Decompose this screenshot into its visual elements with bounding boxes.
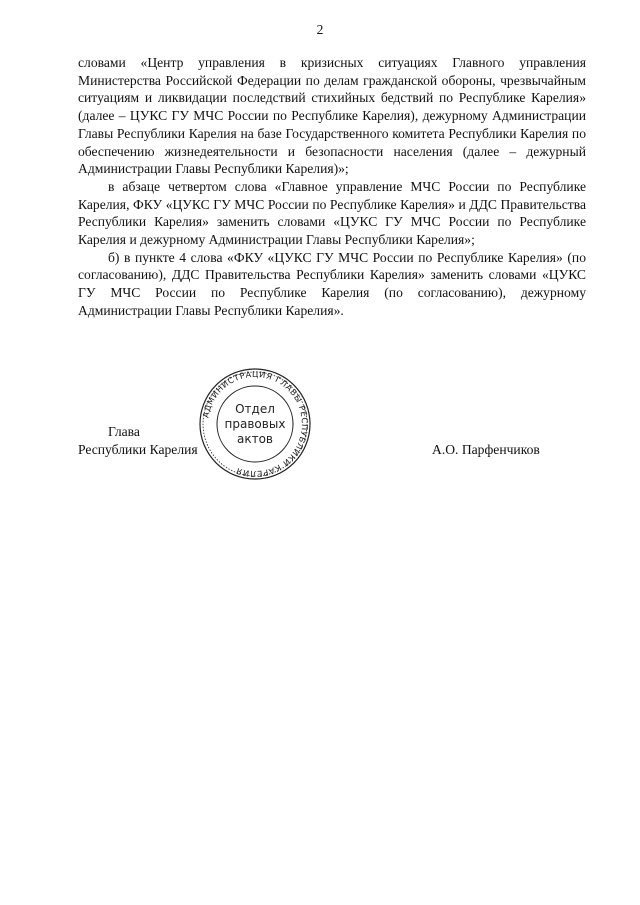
signature-name: А.О. Парфенчиков [432,442,540,457]
signature-org: Республики Карелия [78,442,198,457]
stamp-line-3: актов [236,432,274,446]
document-body [78,54,586,320]
paragraph-abzac-4: в абзаце четвертом слова «Главное управление МЧС России по Республике Карелия, ФКУ «ЦУКС ГУ МЧС России по Республике Карелия» и ДДС Правительства Республики Карелия» заменить словами «ЦУКС ГУ МЧС России по Республике Карелия и дежурному Администрации Главы Республики Карелия»; [78,178,586,248]
page-number: 2 [316,22,324,37]
paragraph-continuation: словами «Центр управления в кризисных ситуациях Главного управления Министерства Российской Федерации по делам гражданской обороны, чрезвычайным ситуациям и ликвидации последствий стихийных бедствий по Республике Карелия» (далее – ЦУКС ГУ МЧС России по Республике Карелия), дежурному Администрации Главы Республики Карелия на базе Государственного комитета Республики Карелия по обеспечению жизнедеятельности и безопасности населения (далее – дежурный Администрации Главы Республики Карелия)»; [78,55,586,177]
signature-title: Глава [108,424,140,439]
stamp-ring-text: АДМИНИСТРАЦИЯ ГЛАВЫ РЕСПУБЛИКИ КАРЕЛИЯ [200,368,311,480]
paragraph-punkt-4: б) в пункте 4 слова «ФКУ «ЦУКС ГУ МЧС России по Республике Карелия» (по согласованию), ДДС Правительства Республики Карелия» заменить словами «ЦУКС ГУ МЧС России по Республике Карелия (по согласованию), дежурному Администрации Главы Республики Карелия». [78,249,586,318]
stamp-line-1: Отдел [235,402,275,416]
office-stamp [197,366,313,482]
stamp-line-2: правовых [224,417,286,431]
